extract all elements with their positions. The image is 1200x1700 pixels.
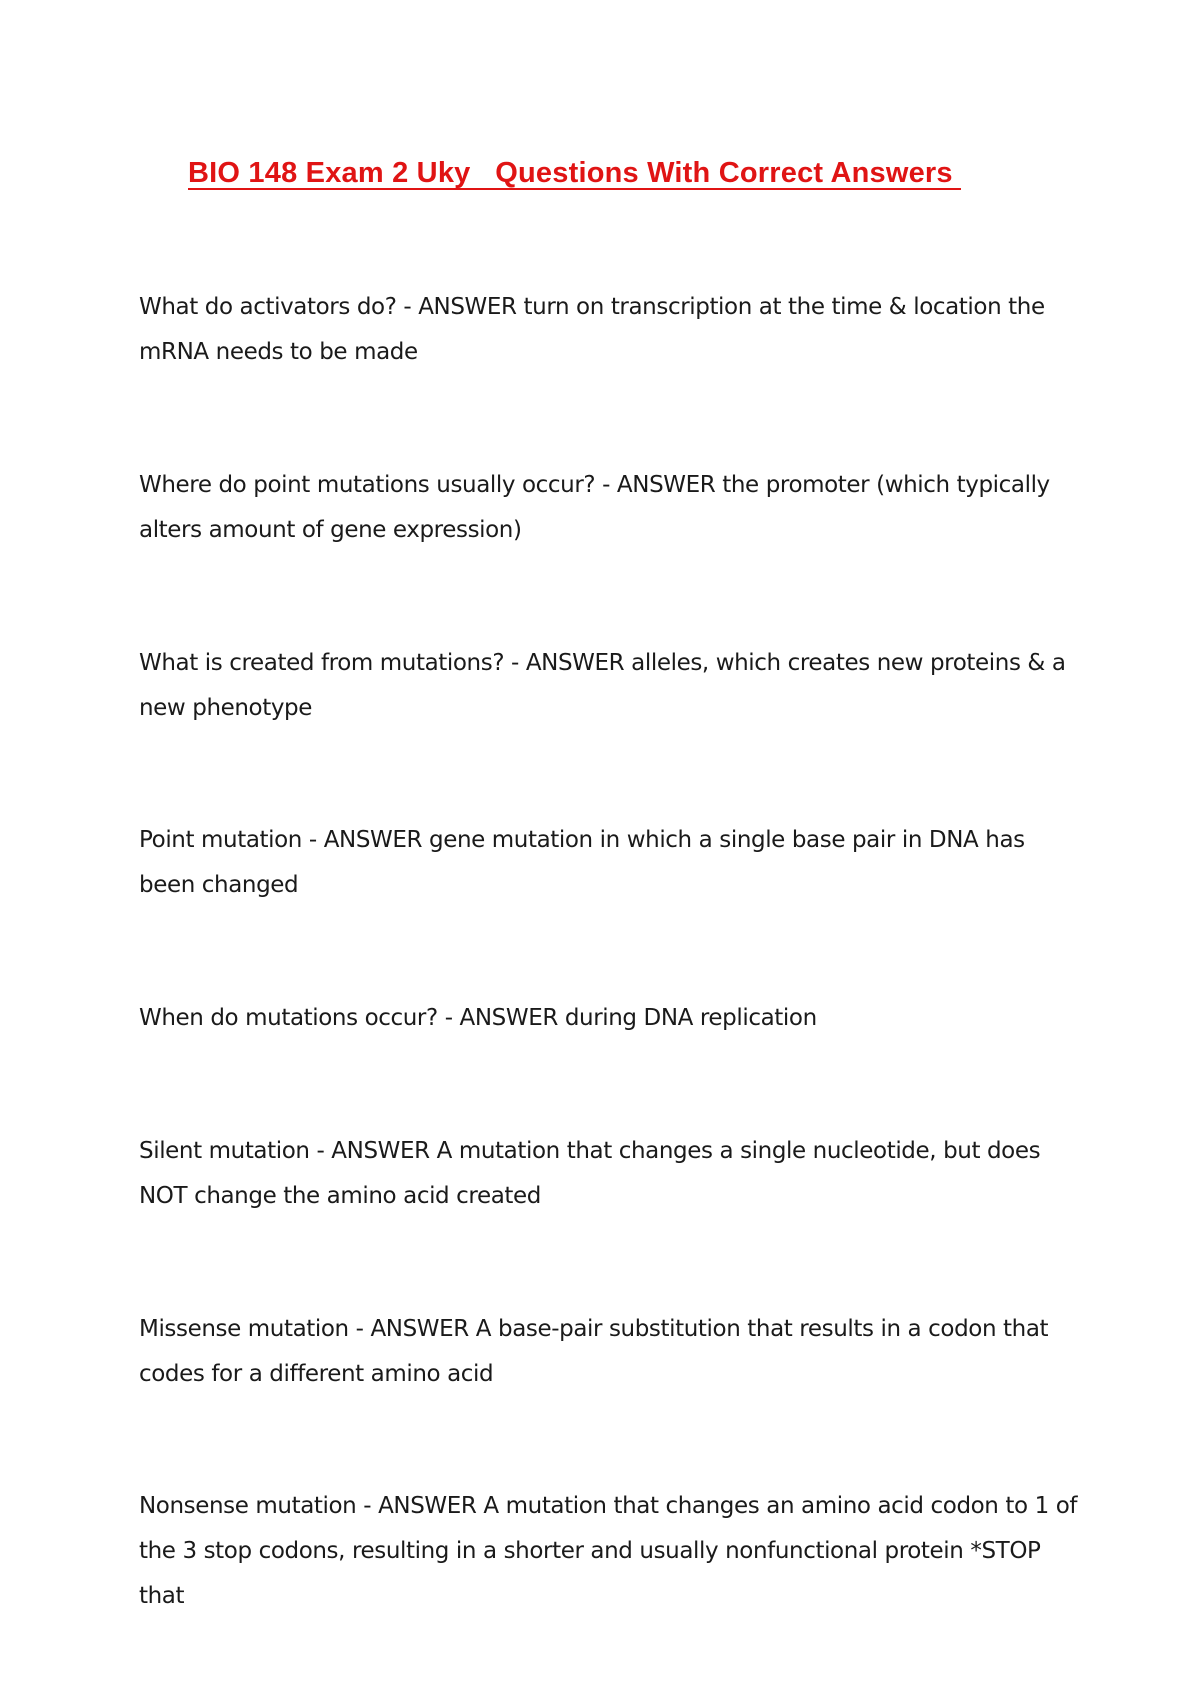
qa-item-point-mutation-location: Where do point mutations usually occur? - ANSWER the promoter (which typically alters amount of gene expression) xyxy=(139,472,1050,543)
qa-item-mutation-products: What is created from mutations? - ANSWER alleles, which creates new proteins & a new phenotype xyxy=(139,650,1066,721)
qa-item-mutation-timing: When do mutations occur? - ANSWER during DNA replication xyxy=(139,1005,817,1031)
qa-item-silent-mutation: Silent mutation - ANSWER A mutation that changes a single nucleotide, but does NOT change the amino acid created xyxy=(139,1138,1041,1209)
qa-item-point-mutation: Point mutation - ANSWER gene mutation in which a single base pair in DNA has been changed xyxy=(139,827,1025,898)
qa-item-missense-mutation: Missense mutation - ANSWER A base-pair substitution that results in a codon that codes for a different amino acid xyxy=(139,1316,1049,1387)
qa-item-nonsense-mutation: Nonsense mutation - ANSWER A mutation that changes an amino acid codon to 1 of the 3 stop codons, resulting in a shorter and usually nonfunctional protein *STOP that xyxy=(139,1493,1078,1609)
qa-item-activators: What do activators do? - ANSWER turn on transcription at the time & location the mRNA needs to be made xyxy=(139,294,1045,365)
document-title: BIO 148 Exam 2 Uky Questions With Correct Answers xyxy=(188,157,961,189)
